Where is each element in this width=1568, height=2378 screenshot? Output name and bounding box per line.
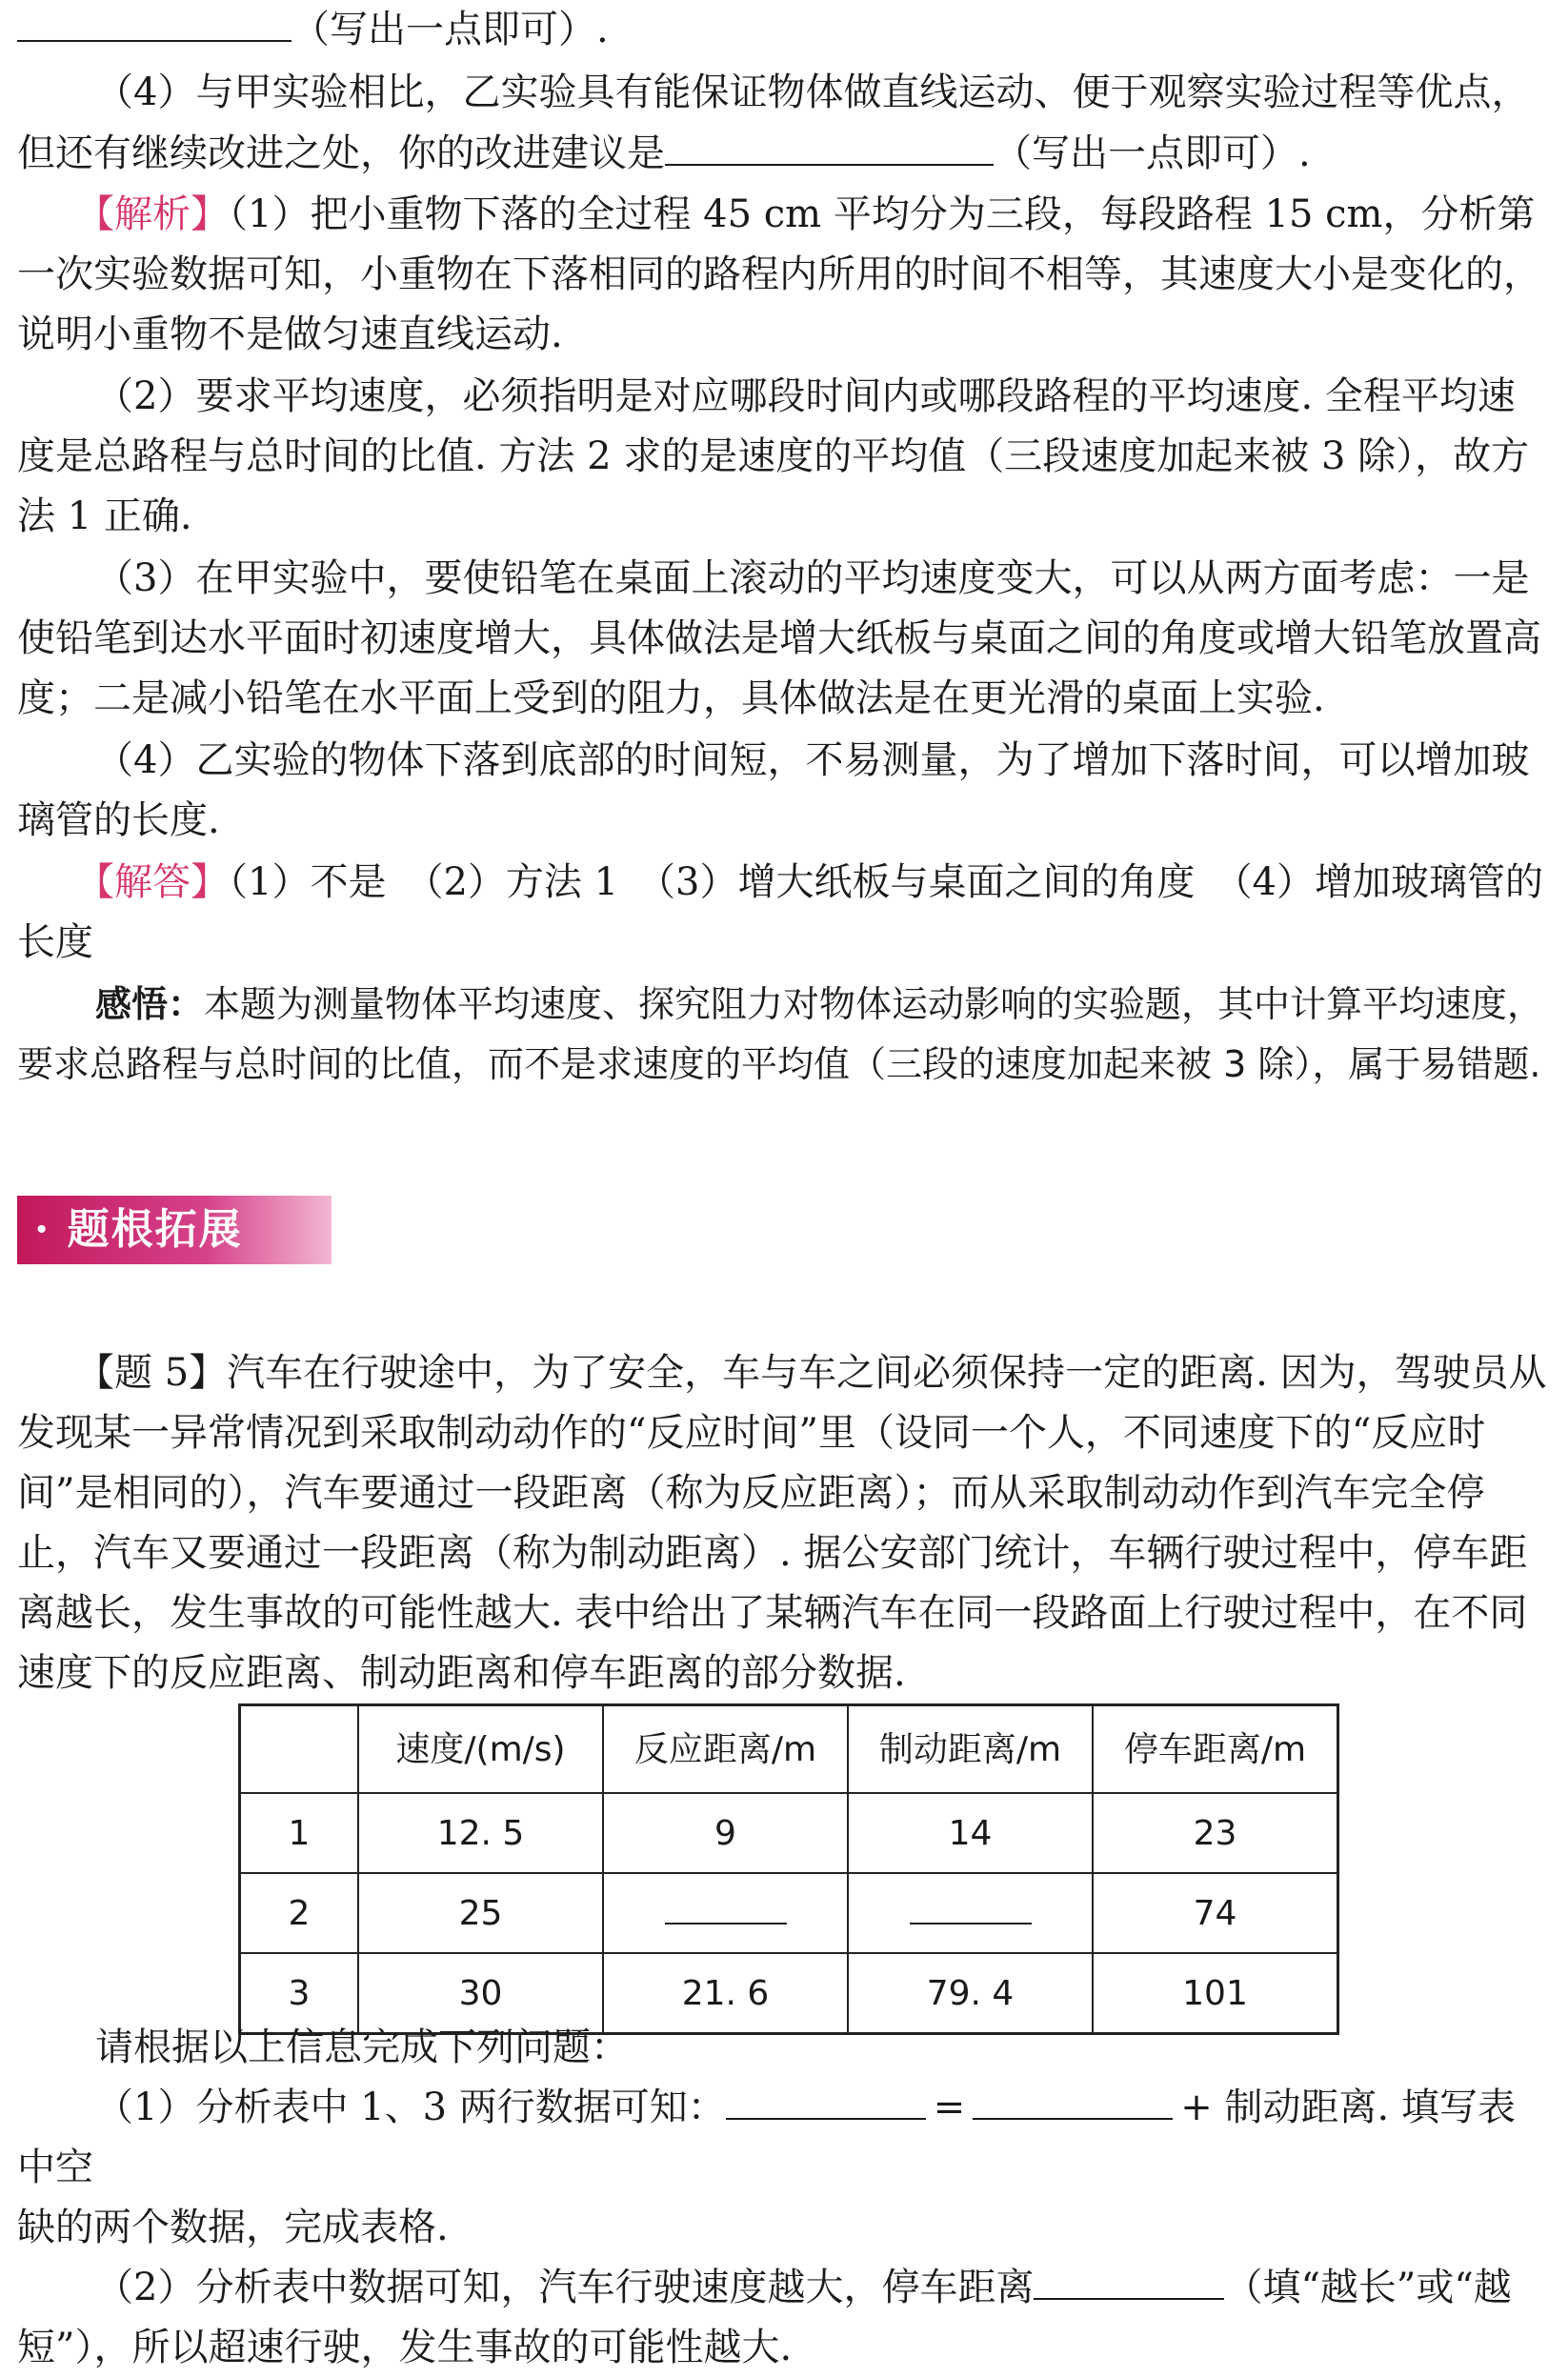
- question-4-line-a: （4）与甲实验相比，乙实验具有能保证物体做直线运动、便于观察实验过程等优点，: [95, 71, 1530, 114]
- line-write-one: （写出一点即可）.: [17, 0, 1551, 60]
- answer-blank[interactable]: [665, 1884, 787, 1925]
- table-row: [240, 1793, 1338, 1873]
- table-cell: 23: [1093, 1793, 1338, 1873]
- question-2-line-b: 短”），所以超速行驶，发生事故的可能性越大.: [17, 2326, 793, 2369]
- table-cell: 3: [240, 1953, 359, 2034]
- analysis-label: 【解析】: [76, 192, 229, 236]
- questions-intro: 请根据以上信息完成下列问题：: [95, 2025, 629, 2069]
- problem-5-text: 【题 5】汽车在行驶途中，为了安全，车与车之间必须保持一定的距离. 因为，驾驶员从发现某一异常情况到采取制动动作的“反应时间”里（设同一个人，不同速度下的“反应时间”是相同的），汽车要通过一段距离（称为反应距离）；而从采取制动动作到汽车完全停止，汽车又要通过一段距离（称为制动距离）. 据公安部门统计，车辆行驶过程中，停车距离越长，发生事故的可能性越大. 表中给出了某辆汽车在同一段路面上行驶过程中，在不同速度下的反应距离、制动距离和停车距离的部分数据.: [17, 1351, 1547, 1695]
- answer-blank[interactable]: [973, 2078, 1173, 2120]
- table-cell: 9: [603, 1793, 848, 1873]
- analysis-2: （2）要求平均速度，必须指明是对应哪段时间内或哪段路程的平均速度. 全程平均速度是总路程与总时间的比值. 方法 2 求的是速度的平均值（三段速度加起来被 3 除），故方法 1 正确.: [17, 374, 1530, 538]
- section-title: · 题根拓展: [17, 1196, 332, 1264]
- table-cell: 14: [848, 1793, 1093, 1873]
- analysis-block: [17, 185, 1551, 1095]
- answer-blank[interactable]: [726, 2078, 926, 2120]
- insight-block: 感悟：本题为测量物体平均速度、探究阻力对物体运动影响的实验题，其中计算平均速度，要求总路程与总时间的比值，而不是求速度的平均值（三段的速度加起来被 3 除），属于易错题.: [17, 983, 1544, 1085]
- table-cell: 21. 6: [603, 1953, 848, 2034]
- answer-blank[interactable]: [665, 124, 994, 166]
- insight-label: 感悟：: [95, 983, 205, 1025]
- table-cell: 30: [358, 1953, 603, 2034]
- analysis-1: 【解析】（1）把小重物下落的全过程 45 cm 平均分为三段，每段路程 15 cm，分析第一次实验数据可知，小重物在下落相同的路程内所用的时间不相等，其速度大小是变化的，说明小重物不是做匀速直线运动.: [17, 192, 1541, 356]
- answer-blank[interactable]: [17, 0, 291, 42]
- answer-block: 【解答】（1）不是 （2）方法 1 （3）增大纸板与桌面之间的角度 （4）增加玻璃管的长度: [17, 860, 1543, 964]
- answer-blank[interactable]: [910, 1884, 1032, 1925]
- table-cell: 25: [358, 1873, 603, 1953]
- question-1-line-b: 缺的两个数据，完成表格.: [17, 2206, 449, 2249]
- questions: [17, 2018, 1551, 2378]
- analysis-4: （4）乙实验的物体下落到底部的时间短，不易测量，为了增加下落时间，可以增加玻璃管的长度.: [17, 738, 1530, 842]
- question-2-line-a: （2）分析表中数据可知，汽车行驶速度越大，停车距离 （填“越长”或“越: [17, 2258, 1551, 2318]
- table-cell-blank[interactable]: [848, 1873, 1093, 1953]
- table-header-row: [240, 1705, 1338, 1794]
- table-cell: 1: [240, 1793, 359, 1873]
- table-cell: 12. 5: [358, 1793, 603, 1873]
- analysis-3: （3）在甲实验中，要使铅笔在桌面上滚动的平均速度变大，可以从两方面考虑：一是使铅笔到达水平面时初速度增大，具体做法是增大纸板与桌面之间的角度或增大铅笔放置高度；二是减小铅笔在水平面上受到的阻力，具体做法是在更光滑的桌面上实验.: [17, 556, 1541, 720]
- table-cell: 2: [240, 1873, 359, 1953]
- question-1-line-a: （1）分析表中 1、3 两行数据可知： = + 制动距离. 填写表中空: [17, 2078, 1551, 2198]
- table-cell-blank[interactable]: [603, 1873, 848, 1953]
- problem-5: [17, 1343, 1551, 1703]
- table-cell: 79. 4: [848, 1953, 1093, 2034]
- table-cell: 101: [1093, 1953, 1338, 2034]
- problem-5-label: 【题 5】: [76, 1351, 228, 1395]
- table-row: [240, 1873, 1338, 1953]
- question-4-line-b: 但还有继续改进之处，你的改进建议是 （写出一点即可）.: [17, 124, 1551, 184]
- data-table: [238, 1703, 1339, 2035]
- answer-blank[interactable]: [1034, 2258, 1224, 2300]
- table-header-cell: 制动距离/m: [848, 1705, 1093, 1794]
- table-cell: 74: [1093, 1873, 1338, 1953]
- table-header-cell: [240, 1705, 359, 1794]
- table-header-cell: 反应距离/m: [603, 1705, 848, 1794]
- table-header-cell: 停车距离/m: [1093, 1705, 1338, 1794]
- answer-label: 【解答】: [76, 860, 229, 904]
- table-header-cell: 速度/(m/s): [358, 1705, 603, 1794]
